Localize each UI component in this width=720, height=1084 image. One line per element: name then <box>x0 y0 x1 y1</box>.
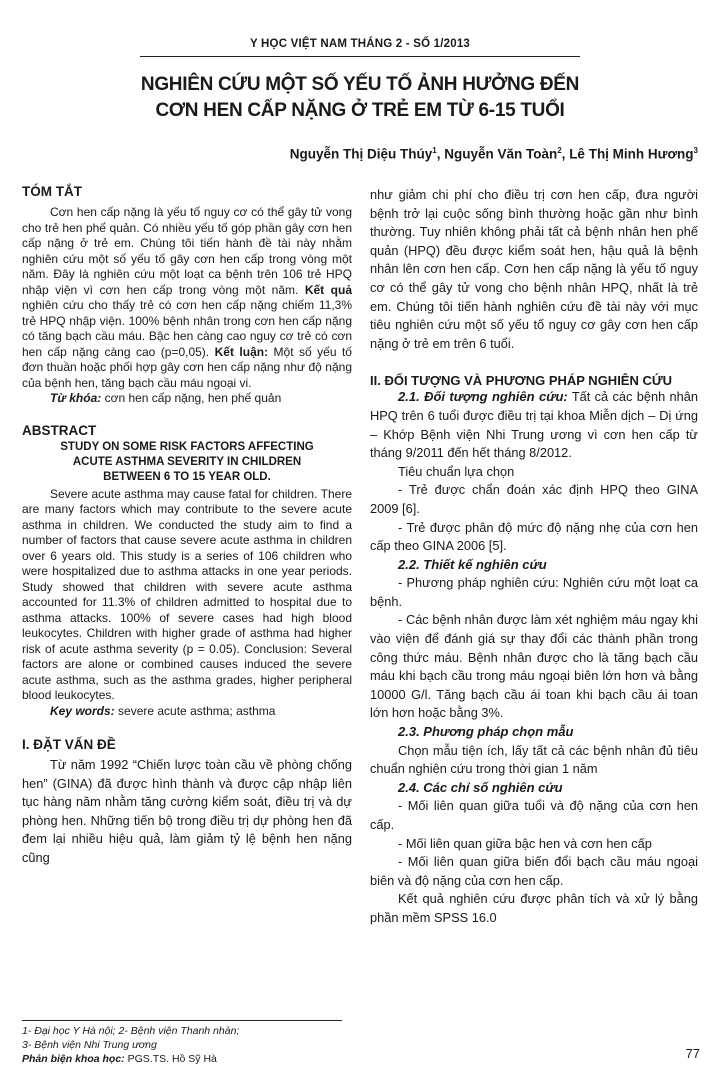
summary-conclusion-text: Một số yếu tố đơn thuần hoặc phối hợp gây cơn hen cấp nặng như độ nặng của bệnh hen, tăng bạch cầu máu ngoại vi. <box>22 344 352 390</box>
summary-result-label: Kết quả <box>304 282 352 297</box>
reviewer-name: PGS.TS. Hồ Sỹ Hà <box>124 1053 217 1065</box>
article-title <box>0 72 720 124</box>
affiliation-line: 3- Bệnh viện Nhi Trung ương <box>22 1039 157 1051</box>
intro-body-right: như giảm chi phí cho điều trị cơn hen cấp, đưa người bệnh trở lại cuộc sống bình thường hoặc gần như bình thường. Tuy nhiên không phải tất cả bệnh nhân hen phế quản (HPQ) đều được kiểm soát hen, hậu quả là bệnh nhân lên cơn hen cấp. Cơn hen cấp nặng là yếu tố nguy cơ có thể gây tử vong cho bệnh nhân HPQ, nhất là trẻ em. Chúng tôi tiến hành nghiên cứu đề tài này với mục tiêu nghiên cứu một số yếu tố nguy cơ gây cơn hen cấp nặng ở trẻ em trên 6 tuổi. <box>370 187 698 351</box>
footnotes <box>22 1024 362 1066</box>
author-affiliation: 3 <box>693 146 698 155</box>
section-2-2-label: 2.2. Thiết kế nghiên cứu <box>398 556 547 572</box>
summary-text: Cơn hen cấp nặng là yếu tố nguy cơ có thể gây tử vong cho trẻ hen phế quản. Có nhiều yếu tố góp phần gây cơn hen cấp nặng ở trẻ em. Chúng tôi tiến hành đề tài này nhằm nghiên cứu một số yếu tố gây cơn hen cấp trong vòng một năm. Đây là nghiên cứu một loạt ca bệnh trên 106 trẻ HPQ nhập viện vì cơn hen cấp trong vòng một năm. <box>22 205 352 297</box>
summary-result-text: nghiên cứu cho thấy trẻ có cơn hen cấp nặng chiếm 11,3% trẻ HPQ nhập viện. 100% bệnh nhân trong cơn hen cấp nặng có tăng bạch cầu máu. Bậc hen càng cao nguy cơ trẻ có cơn hen cấp nặng càng cao (p=0,05). <box>22 298 352 359</box>
sampling-text: Chọn mẫu tiện ích, lấy tất cả các bệnh nhân đủ tiêu chuẩn nghiên cứu trong thời gian 1 năm <box>370 742 698 777</box>
summary-keywords <box>22 391 352 407</box>
indicator-item: - Mối liên quan giữa biến đổi bạch cầu máu ngoại biên và độ nặng của cơn hen cấp. <box>370 854 698 888</box>
reviewer-line <box>22 1052 362 1066</box>
author-affiliation: 1 <box>432 146 437 155</box>
author-separator: , <box>436 146 445 162</box>
abstract-title-line: STUDY ON SOME RISK FACTORS AFFECTING <box>60 440 314 453</box>
abstract-keywords-label: Key words: <box>50 703 115 718</box>
left-column <box>22 180 352 868</box>
intro-heading: I. ĐẶT VẤN ĐỀ <box>22 737 116 752</box>
footnote-rule <box>22 1020 342 1021</box>
analysis-text: Kết quả nghiên cứu được phân tích và xử lý bằng phần mềm SPSS 16.0 <box>370 891 698 925</box>
title-line-2: CƠN HEN CẤP NẶNG Ở TRẺ EM TỪ 6-15 TUỔI <box>155 100 565 121</box>
summary-keywords-label: Từ khóa: <box>50 391 102 405</box>
summary-body <box>22 205 352 391</box>
section-2-3-label: 2.3. Phương pháp chọn mẫu <box>398 724 574 740</box>
reviewer-label: Phản biện khoa học: <box>22 1053 125 1065</box>
section-2-1-text: Tất cả các bệnh nhân HPQ trên 6 tuổi được điều trị tại khoa Miễn dịch – Dị ứng – Khớp Bệnh viện Nhi Trung ương vì cơn hen cấp từ tháng 9/2011 đến hết tháng 8/2012. <box>370 389 698 461</box>
author-name: Nguyễn Văn Toàn <box>444 146 558 162</box>
right-column <box>370 186 698 928</box>
abstract-title <box>22 440 352 485</box>
summary-heading: TÓM TẮT <box>22 184 82 199</box>
summary-conclusion-label: Kết luận: <box>214 344 269 359</box>
summary-keywords-text: cơn hen cấp nặng, hen phế quản <box>101 391 282 405</box>
criteria-item: - Trẻ được chẩn đoán xác định HPQ theo GINA 2009 [6]. <box>370 482 698 516</box>
section-2-4-label: 2.4. Các chỉ số nghiên cứu <box>398 779 563 795</box>
intro-body-left: Từ năm 1992 “Chiến lược toàn cầu về phòng chống hen” (GINA) đã được hình thành và được cập nhập liên tục hàng năm nhằm tăng cường kiểm soát, điều trị và dự phòng hen. Những tiến bộ trong điều trị dự phòng hen đã đem lại nhiều hiệu quả, làm giảm tỷ lệ bệnh hen nặng cũng <box>22 757 352 865</box>
author-affiliation: 2 <box>557 146 562 155</box>
abstract-body: Severe acute asthma may cause fatal for children. There are many factors which may contribute to the severe acute asthma in children. We conducted the study aim to find a number of factors that cause severe acute asthma in children over 6 years old. This study is a series of 106 children who were hospitalized due to asthma attacks in one year periods. Study showed that children with severe acute asthma accounted for 11.3% of children admitted to hospital due to asthma attacks. 100% of severe cases had high blood leukocytes. Children with higher grade of asthma had higher risk of acute asthma severity (p = 0.05). Conclusion: Several factors are alone or combined causes induced the severe acute asthma, such as the asthma grades, higher peripheral blood leukocytes. <box>22 486 352 702</box>
journal-header: Y HỌC VIỆT NAM THÁNG 2 - SỐ 1/2013 <box>249 38 471 50</box>
design-item: - Các bệnh nhân được làm xét nghiệm máu ngay khi vào viện để đánh giá sự thay đổi các thành phần trong công thức máu. Bệnh nhân được cho là tăng bạch cầu máu khi bạch cầu trong máu ngoại biên lớn hơn và bằng 10000 G/l. Tăng bạch cầu ái toan khi bạch cầu ái toan lớn hơn hoặc bằng 3%. <box>370 612 698 721</box>
header-rule <box>140 56 580 57</box>
criteria-item: - Trẻ được phân độ mức độ nặng nhẹ của cơn hen cấp theo GINA 2006 [5]. <box>370 519 698 554</box>
author-name: Nguyễn Thị Diệu Thúy <box>289 146 433 162</box>
indicator-item: - Mối liên quan giữa tuổi và độ nặng của cơn hen cấp. <box>370 798 698 832</box>
author-list <box>290 146 698 162</box>
indicator-item: - Mối liên quan giữa bậc hen và cơn hen cấp <box>398 835 652 851</box>
section-2-1 <box>370 388 698 462</box>
section-2-1-label: 2.1. Đối tượng nghiên cứu: <box>398 389 568 405</box>
author-separator: , <box>561 146 570 162</box>
title-line-1: NGHIÊN CỨU MỘT SỐ YẾU TỐ ẢNH HƯỞNG ĐẾN <box>140 74 580 95</box>
abstract-heading: ABSTRACT <box>22 422 97 438</box>
abstract-title-line: ACUTE ASTHMA SEVERITY IN CHILDREN <box>72 455 302 468</box>
abstract-title-line: BETWEEN 6 TO 15 YEAR OLD. <box>103 470 271 483</box>
page-number: 77 <box>685 1046 700 1061</box>
design-item: - Phương pháp nghiên cứu: Nghiên cứu một loạt ca bệnh. <box>370 575 698 609</box>
abstract-keywords-text: severe acute asthma; asthma <box>114 703 276 718</box>
criteria-heading: Tiêu chuẩn lựa chọn <box>398 463 515 479</box>
methods-heading: II. ĐỐI TƯỢNG VÀ PHƯƠNG PHÁP NGHIÊN CỨU <box>370 373 673 389</box>
abstract-keywords <box>22 704 352 720</box>
affiliation-line: 1- Đại học Y Hà nội; 2- Bệnh viện Thanh nhàn; <box>22 1025 240 1037</box>
author-name: Lê Thị Minh Hương <box>569 146 694 162</box>
